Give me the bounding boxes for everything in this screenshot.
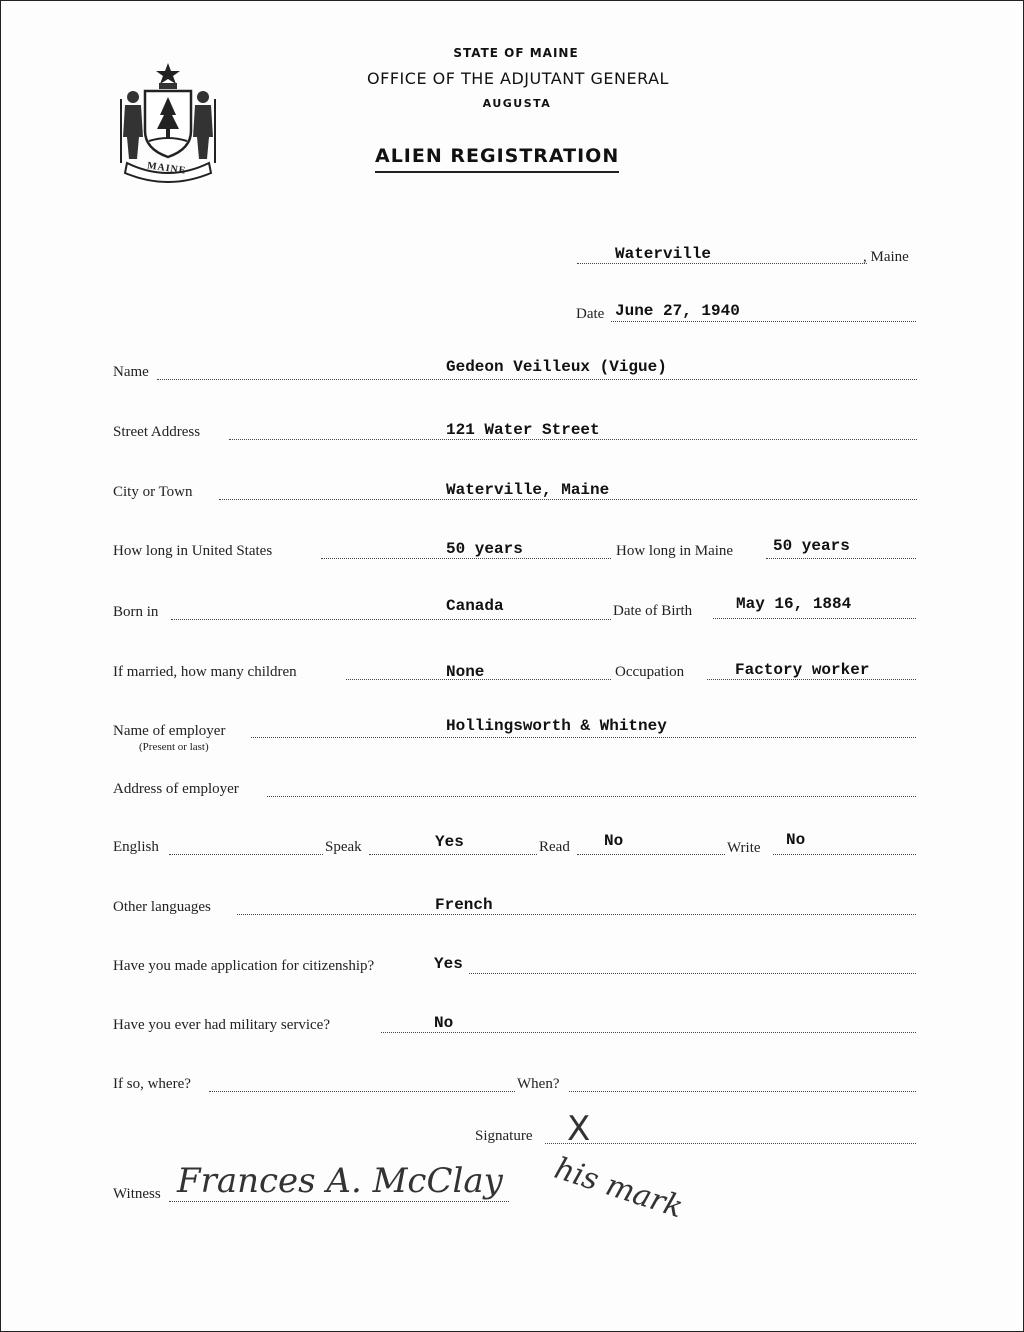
us-years-label: How long in United States <box>113 543 273 559</box>
speak-value: Yes <box>435 833 464 851</box>
citizenship-value: Yes <box>434 955 463 973</box>
occupation-label: Occupation <box>615 664 685 680</box>
date-value: June 27, 1940 <box>615 302 740 320</box>
employer-label: Name of employer <box>113 723 226 739</box>
born-value: Canada <box>446 597 504 615</box>
witness-label: Witness <box>113 1186 161 1202</box>
military-label: Have you ever had military service? <box>113 1017 330 1033</box>
city-heading: AUGUSTA <box>482 97 552 110</box>
maine-years-label: How long in Maine <box>616 543 734 559</box>
read-value: No <box>604 832 624 850</box>
dob-value: May 16, 1884 <box>736 595 852 613</box>
write-value: No <box>786 831 806 849</box>
english-label: English <box>113 839 159 855</box>
city-value: Waterville, Maine <box>446 481 610 499</box>
signature-label: Signature <box>475 1128 533 1144</box>
seal-banner-text: MAINE <box>146 160 188 177</box>
military-value: No <box>434 1014 454 1032</box>
where-label: If so, where? <box>113 1076 191 1092</box>
other-languages-label: Other languages <box>113 899 211 915</box>
other-languages-value: French <box>435 896 493 914</box>
street-value: 121 Water Street <box>446 421 600 439</box>
employer-value: Hollingsworth & Whitney <box>446 717 667 735</box>
signature-note: his mark <box>550 1151 688 1226</box>
date-label: Date <box>576 306 605 322</box>
children-value: None <box>446 663 485 681</box>
speak-label: Speak <box>325 839 362 855</box>
when-label: When? <box>517 1076 560 1092</box>
office-heading: OFFICE OF THE ADJUTANT GENERAL <box>367 69 669 88</box>
place-value: Waterville <box>615 245 712 263</box>
name-value: Gedeon Veilleux (Vigue) <box>446 358 667 376</box>
us-years-value: 50 years <box>446 540 523 558</box>
street-label: Street Address <box>113 424 201 440</box>
form-title: ALIEN REGISTRATION <box>375 145 619 173</box>
write-label: Write <box>727 840 761 856</box>
witness-signature: Frances A. McClay <box>177 1161 503 1201</box>
city-label: City or Town <box>113 484 193 500</box>
name-label: Name <box>113 364 149 380</box>
dob-label: Date of Birth <box>613 603 693 619</box>
employer-sublabel: (Present or last) <box>139 741 209 753</box>
employer-address-label: Address of employer <box>113 781 239 797</box>
place-suffix: , Maine <box>863 249 909 265</box>
read-label: Read <box>539 839 570 855</box>
citizenship-label: Have you made application for citizenship? <box>113 958 375 974</box>
maine-years-value: 50 years <box>773 537 850 555</box>
signature-mark: X <box>567 1109 591 1149</box>
children-label: If married, how many children <box>113 664 297 680</box>
born-label: Born in <box>113 604 159 620</box>
state-heading: STATE OF MAINE <box>453 46 579 60</box>
occupation-value: Factory worker <box>735 661 870 679</box>
